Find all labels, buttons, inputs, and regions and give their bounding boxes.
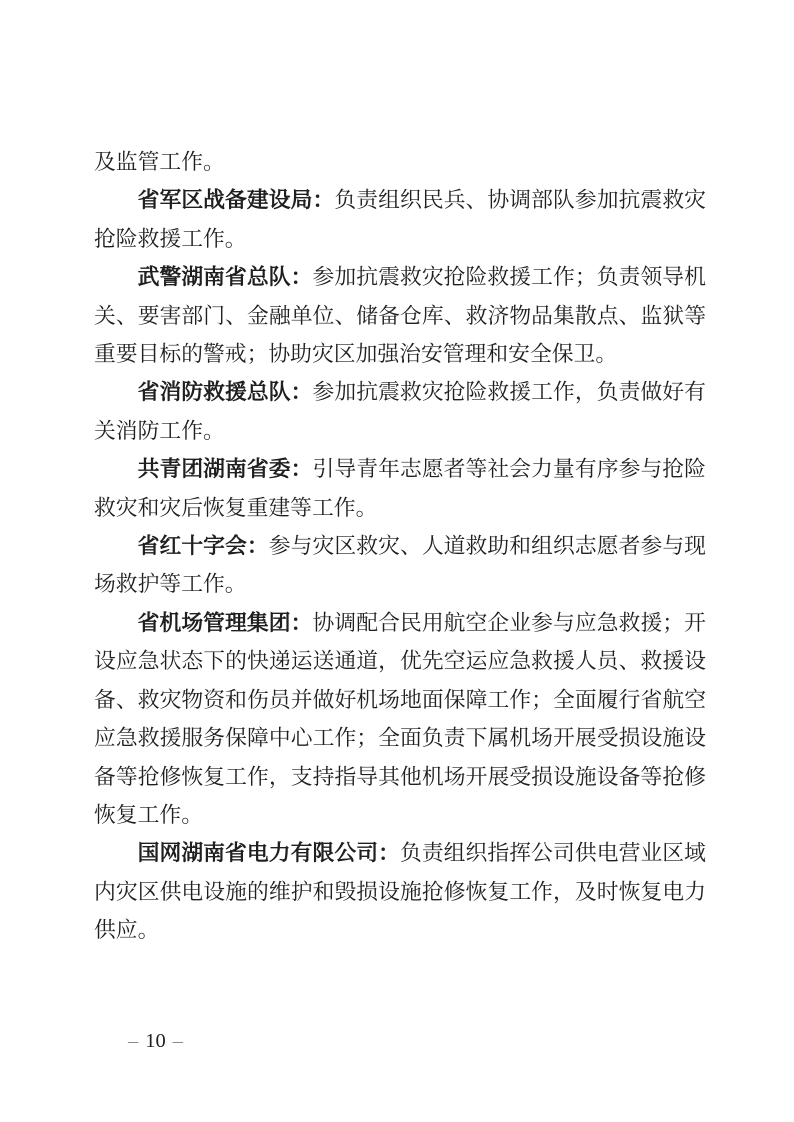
paragraph-airport-group <box>94 604 706 834</box>
paragraph-state-grid <box>94 834 706 949</box>
org-name-label: 省军区战备建设局： <box>137 187 335 213</box>
paragraph-text: 参与灾区救灾、人道救助和组织志愿者参与现场救护等工作。 <box>94 534 706 597</box>
paragraph-text: 参加抗震救灾抢险救援工作；负责领导机关、要害部门、金融单位、储备仓库、救济物品集散点、监狱等重要目标的警戒；协助灾区加强治安管理和安全保卫。 <box>94 265 706 367</box>
paragraph-red-cross <box>94 527 706 604</box>
paragraph-text: 参加抗震救灾抢险救援工作，负责做好有关消防工作。 <box>94 380 706 443</box>
org-name-label: 武警湖南省总队： <box>137 264 313 290</box>
paragraph-continuation <box>94 143 706 181</box>
paragraph-text: 负责组织民兵、协调部队参加抗震救灾抢险救援工作。 <box>94 188 706 251</box>
org-name-label: 省消防救援总队： <box>137 379 313 405</box>
page-footer <box>121 1029 190 1053</box>
page-number-dash-left: – <box>128 1030 139 1052</box>
paragraph-text: 协调配合民用航空企业参与应急救援；开设应急状态下的快递运送通道，优先空运应急救援人员、救援设备、救灾物资和伤员并做好机场地面保障工作；全面履行省航空应急救援服务保障中心工作；全面负责下属机场开展受损设施设备等抢修恢复工作，支持指导其他机场开展受损设施设备等抢修恢复工作。 <box>94 610 706 827</box>
org-name-label: 国网湖南省电力有限公司： <box>137 840 400 866</box>
org-name-label: 省机场管理集团： <box>137 609 313 635</box>
page-number: 10 <box>145 1030 166 1052</box>
paragraph-text: 及监管工作。 <box>94 150 225 174</box>
document-body <box>94 143 706 950</box>
org-name-label: 省红十字会： <box>137 533 269 559</box>
page-number-dash-right: – <box>172 1030 183 1052</box>
org-name-label: 共青团湖南省委： <box>137 456 313 482</box>
paragraph-armed-police <box>94 258 706 373</box>
paragraph-text: 负责组织指挥公司供电营业区域内灾区供电设施的维护和毁损设施抢修恢复工作，及时恢复电力供应。 <box>94 841 706 943</box>
paragraph-military-district <box>94 181 706 258</box>
paragraph-fire-rescue <box>94 373 706 450</box>
paragraph-youth-league <box>94 450 706 527</box>
paragraph-text: 引导青年志愿者等社会力量有序参与抢险救灾和灾后恢复重建等工作。 <box>94 457 706 520</box>
